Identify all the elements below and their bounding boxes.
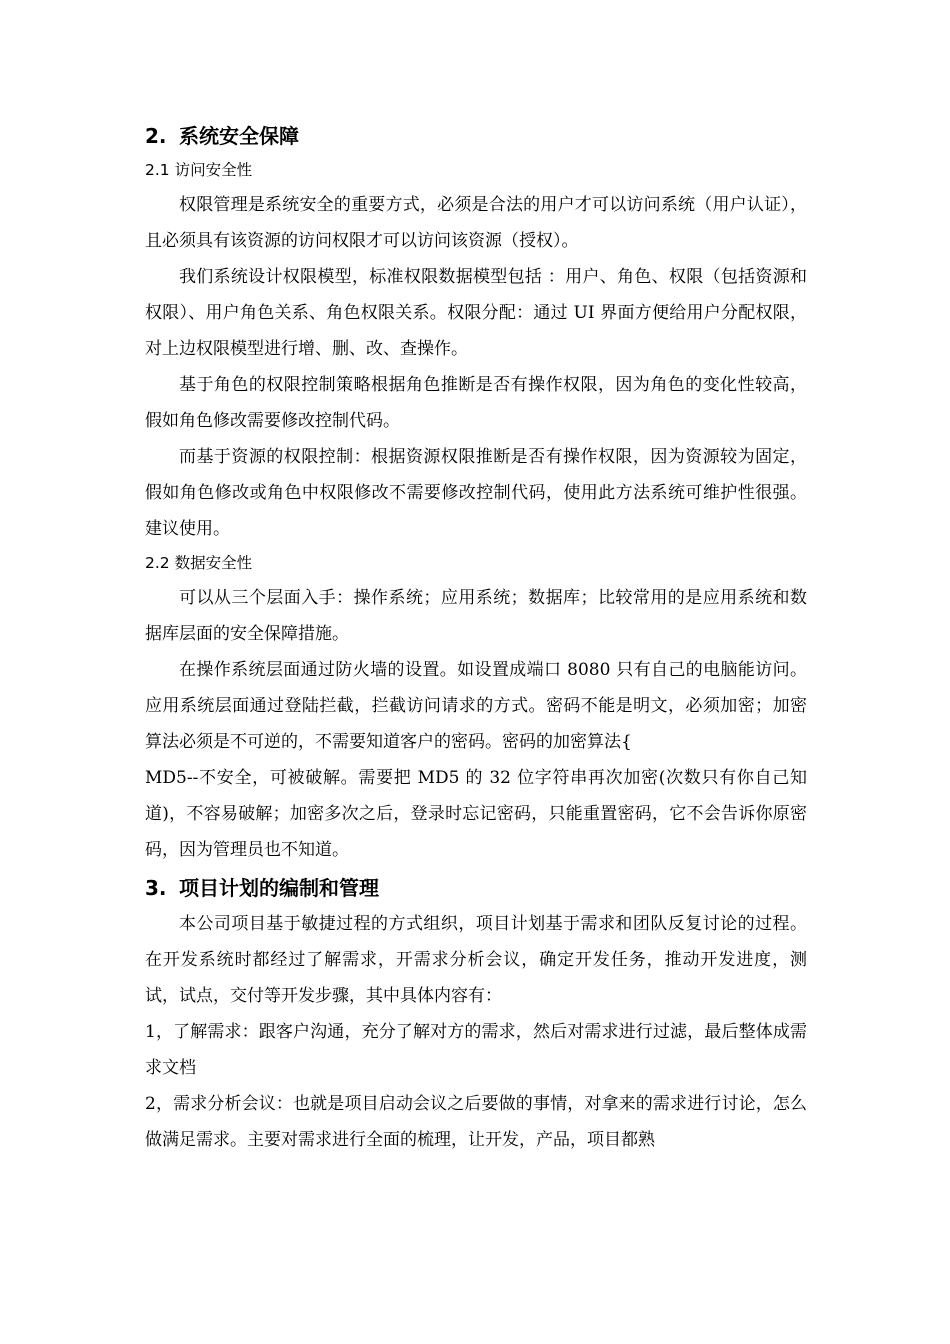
- subsection-2-1-heading: 2.1 访问安全性: [145, 161, 253, 179]
- section-3-number: 3.: [145, 876, 167, 900]
- subsection-2-2-heading: 2.2 数据安全性: [145, 554, 253, 572]
- paragraph: 在操作系统层面通过防火墙的设置。如设置成端口 8080 只有自己的电脑能访问。应用系统层面通过登陆拦截，拦截访问请求的方式。密码不能是明文，必须加密；加密算法必须是不可逆的，不需要知道客户的密码。密码的加密算法{: [145, 660, 807, 752]
- section-2-number: 2.: [145, 124, 167, 148]
- section-2-title: 系统安全保障: [179, 124, 299, 148]
- paragraph: 本公司项目基于敏捷过程的方式组织，项目计划基于需求和团队反复讨论的过程。在开发系统时都经过了解需求，开需求分析会议，确定开发任务，推动开发进度，测试，试点，交付等开发步骤，其中具体内容有：: [145, 914, 807, 1006]
- paragraph: 权限管理是系统安全的重要方式，必须是合法的用户才可以访问系统（用户认证），且必须具有该资源的访问权限才可以访问该资源（授权）。: [145, 195, 807, 251]
- paragraph: 可以从三个层面入手：操作系统；应用系统；数据库；比较常用的是应用系统和数据库层面的安全保障措施。: [145, 588, 807, 644]
- paragraph: 而基于资源的权限控制：根据资源权限推断是否有操作权限，因为资源较为固定，假如角色修改或角色中权限修改不需要修改控制代码，使用此方法系统可维护性很强。建议使用。: [145, 447, 807, 539]
- document-body: [145, 118, 807, 1158]
- section-3-heading: [145, 870, 807, 906]
- list-item: 1，了解需求：跟客户沟通，充分了解对方的需求，然后对需求进行过滤，最后整体成需求文档: [145, 1022, 807, 1078]
- list-item: 2，需求分析会议：也就是项目启动会议之后要做的事情，对拿来的需求进行讨论，怎么做满足需求。主要对需求进行全面的梳理，让开发，产品，项目都熟: [145, 1094, 807, 1150]
- paragraph: MD5--不安全，可被破解。需要把 MD5 的 32 位字符串再次加密(次数只有你自己知道)，不容易破解；加密多次之后，登录时忘记密码，只能重置密码，它不会告诉你原密码，因为管理员也不知道。: [145, 768, 807, 860]
- paragraph: 我们系统设计权限模型，标准权限数据模型包括 ：用户、角色、权限（包括资源和权限）、用户角色关系、角色权限关系。权限分配：通过 UI 界面方便给用户分配权限，对上边权限模型进行增、删、改、查操作。: [145, 267, 807, 359]
- paragraph: 基于角色的权限控制策略根据角色推断是否有操作权限，因为角色的变化性较高，假如角色修改需要修改控制代码。: [145, 375, 807, 431]
- section-2-heading: [145, 118, 807, 154]
- section-3-title: 项目计划的编制和管理: [179, 876, 379, 900]
